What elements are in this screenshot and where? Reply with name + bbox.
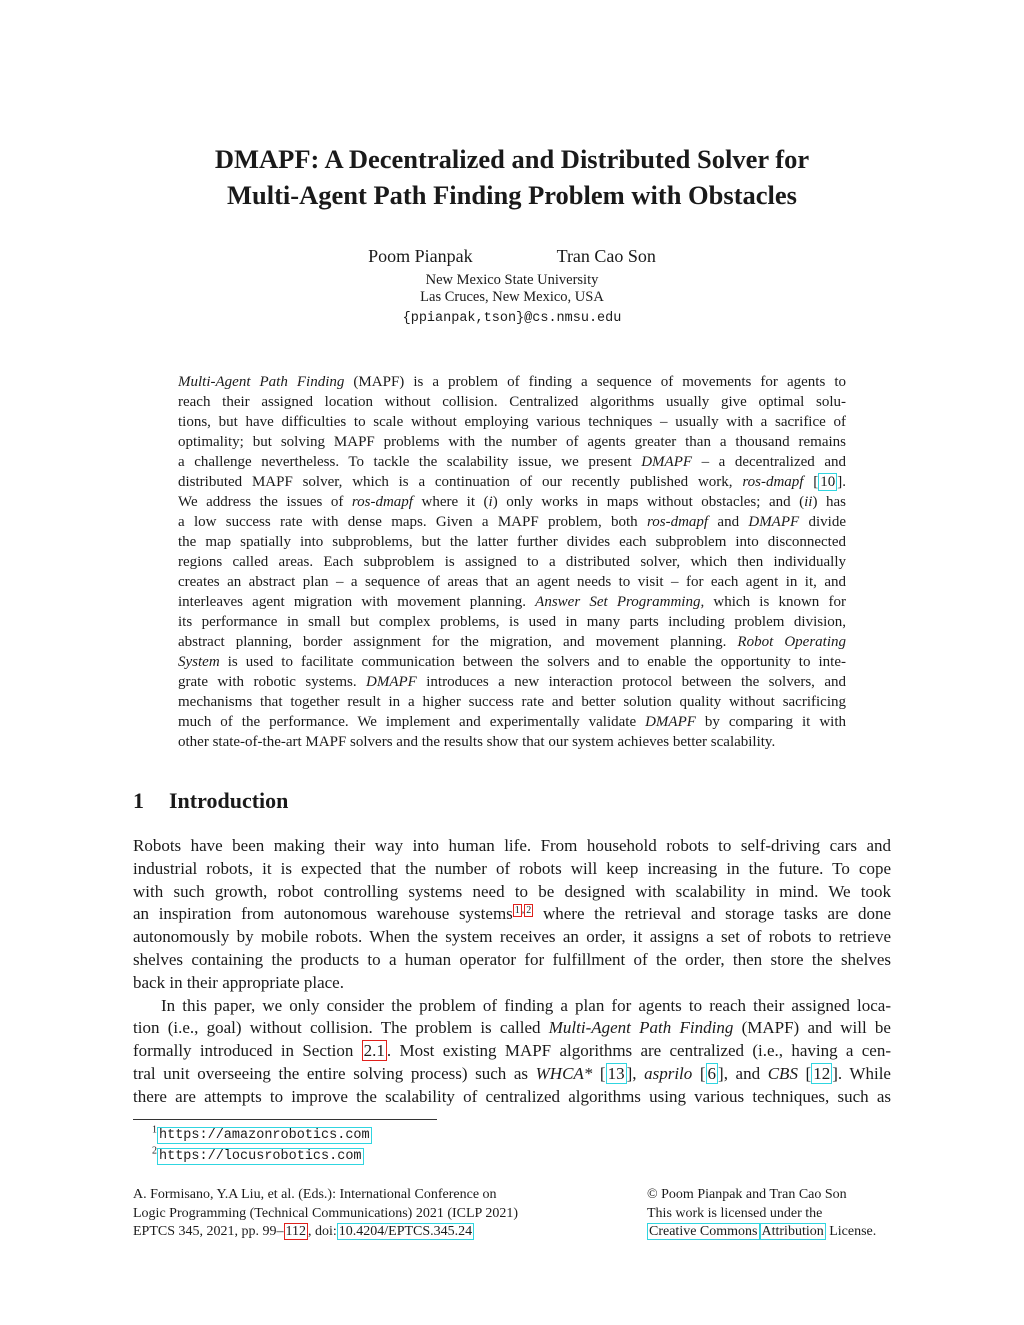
page-link[interactable]: 112 xyxy=(285,1224,306,1239)
citation-link[interactable]: 10 xyxy=(820,474,836,490)
author-email: {ppianpak,tson}@cs.nmsu.edu xyxy=(402,311,622,326)
body-line: back in their appropriate place. xyxy=(133,972,344,992)
body-line: In this paper, we only consider the problem of finding a plan for agents to reach their assigned loca- xyxy=(161,995,891,1015)
abstract-line: distributed MAPF solver, which is a continuation of our recently published work, ros-dmapf [ 10 ]. xyxy=(178,474,846,490)
title-line-1: DMAPF: A Decentralized and Distributed Solver for xyxy=(214,144,810,174)
citation-link[interactable]: 13 xyxy=(607,1063,625,1083)
body-line: tion (i.e., goal) without collision. The problem is called Multi-Agent Path Finding (MAPF) and will be xyxy=(133,1018,891,1038)
body-line: tral unit overseeing the entire solving process) such as WHCA* [ 13 ], asprilo [ 6 ], and CBS [ 12 ]. While xyxy=(133,1063,891,1083)
body-line: industrial robots, it is expected that the number of robots will keep increasing in the future. To cope xyxy=(133,858,891,878)
creative-commons-link[interactable]: Creative Commons xyxy=(649,1224,758,1239)
affiliation-line-1: New Mexico State University xyxy=(425,272,599,288)
footnote-link[interactable]: 2 xyxy=(526,904,532,916)
citation-link[interactable]: 6 xyxy=(707,1063,717,1083)
author-list xyxy=(133,244,891,268)
paper-title xyxy=(133,141,891,213)
footnote: $^2$ https://locusrobotics.com xyxy=(152,1145,362,1164)
abstract-line: System is used to facilitate communication between the solvers and to enable the opportunity to inte- xyxy=(178,654,846,670)
author-name: Tran Cao Son xyxy=(556,246,656,266)
abstract-line: creates an abstract plan – a sequence of areas that an agent needs to visit – for each agent in it, and xyxy=(178,574,846,590)
footnotes xyxy=(152,1124,372,1166)
footnote-link[interactable]: 1 xyxy=(514,904,520,916)
abstract-line: grate with robotic systems. DMAPF introduces a new interaction protocol between the solvers, and xyxy=(178,674,846,690)
section-link[interactable]: 2.1 xyxy=(363,1041,385,1061)
abstract-line: abstract planning, border assignment for the migration, and movement planning. Robot Operating xyxy=(178,634,846,650)
body-line: with such growth, robot controlling systems need to be designed with scalability in mind. We took xyxy=(133,881,891,901)
body-line: an inspiration from autonomous warehouse systems $^1$ , $^2$ where the retrieval and storage tasks are done xyxy=(133,904,891,924)
abstract-line: tions, but have difficulties to scale without employing various techniques – usually with a sacrifice of xyxy=(178,414,846,430)
body-line: autonomously by mobile robots. When the system receives an order, it assigns a set of robots to retrieve xyxy=(133,927,891,947)
attribution-link[interactable]: Attribution xyxy=(761,1224,824,1239)
abstract-line: mechanisms that together result in a higher success rate and better solution quality without sacrificing xyxy=(178,694,846,710)
body-line: there are attempts to improve the scalability of centralized algorithms using various techniques, such as xyxy=(133,1086,891,1106)
abstract-line: regions called areas. Each subproblem is assigned to a distributed solver, which then individually xyxy=(178,554,846,570)
body-line: formally introduced in Section 2.1 . Most existing MAPF algorithms are centralized (i.e., having a cen- xyxy=(133,1041,891,1061)
abstract-line: We address the issues of ros-dmapf where it (i) only works in maps without obstacles; and (ii) has xyxy=(178,494,846,510)
footnote-divider xyxy=(133,1119,437,1120)
footnote-url-link[interactable]: https://amazonrobotics.com xyxy=(159,1128,370,1143)
body-line: shelves containing the products to a human operator for fulfillment of the order, then store the shelves xyxy=(133,949,891,969)
abstract-line: Multi-Agent Path Finding (MAPF) is a problem of finding a sequence of movements for agents to xyxy=(178,374,846,390)
citation-link[interactable]: 12 xyxy=(813,1063,831,1083)
abstract-line: reach their assigned location without collision. Centralized algorithms usually give optimal solu- xyxy=(178,394,846,410)
affiliation xyxy=(133,272,891,306)
abstract-line: a challenge nevertheless. To tackle the scalability issue, we present DMAPF – a decentralized and xyxy=(178,454,846,470)
footnote-url-link[interactable]: https://locusrobotics.com xyxy=(159,1149,362,1164)
abstract-line: interleaves agent migration with movement planning. Answer Set Programming, which is known for xyxy=(178,594,846,610)
title-line-2: Multi-Agent Path Finding Problem with Obstacles xyxy=(227,180,797,210)
section-heading xyxy=(133,786,288,816)
abstract-line: the map spatially into subproblems, but the latter further divides each subproblem into disconnected xyxy=(178,534,846,550)
abstract-line: other state-of-the-art MAPF solvers and the results show that our system achieves better scalability. xyxy=(178,734,776,750)
section-title: Introduction xyxy=(169,788,289,813)
footnote: $^1$ https://amazonrobotics.com xyxy=(152,1124,370,1143)
author-name: Poom Pianpak xyxy=(368,246,473,266)
license-info: © Poom Pianpak and Tran Cao Son This work is licensed under the Creative Commons Attribution License. xyxy=(647,1187,877,1239)
section-number: 1 xyxy=(133,788,144,813)
abstract-line: optimality; but solving MAPF problems with the number of agents greater than a thousand remains xyxy=(178,434,846,450)
publication-info: A. Formisano, Y.A Liu, et al. (Eds.): International Conference on Logic Programming (Technical Communications) 2021 (ICLP 2021) EPTCS 345, 2021, pp. 99– 112 , doi: 10.4204/EPTCS.345.24 xyxy=(133,1187,518,1239)
affiliation-line-2: Las Cruces, New Mexico, USA xyxy=(420,289,604,305)
abstract-line: a low success rate with dense maps. Given a MAPF problem, both ros-dmapf and DMAPF divide xyxy=(178,514,846,530)
doi-link[interactable]: 10.4204/EPTCS.345.24 xyxy=(338,1224,473,1239)
introduction-text xyxy=(133,835,891,1109)
abstract xyxy=(178,372,846,752)
abstract-line: much of the performance. We implement and experimentally validate DMAPF by comparing it with xyxy=(178,714,846,730)
body-line: Robots have been making their way into human life. From household robots to self-driving cars and xyxy=(133,836,891,855)
abstract-line: its performance in small but complex problems, is used in many parts including problem division, xyxy=(178,614,846,630)
